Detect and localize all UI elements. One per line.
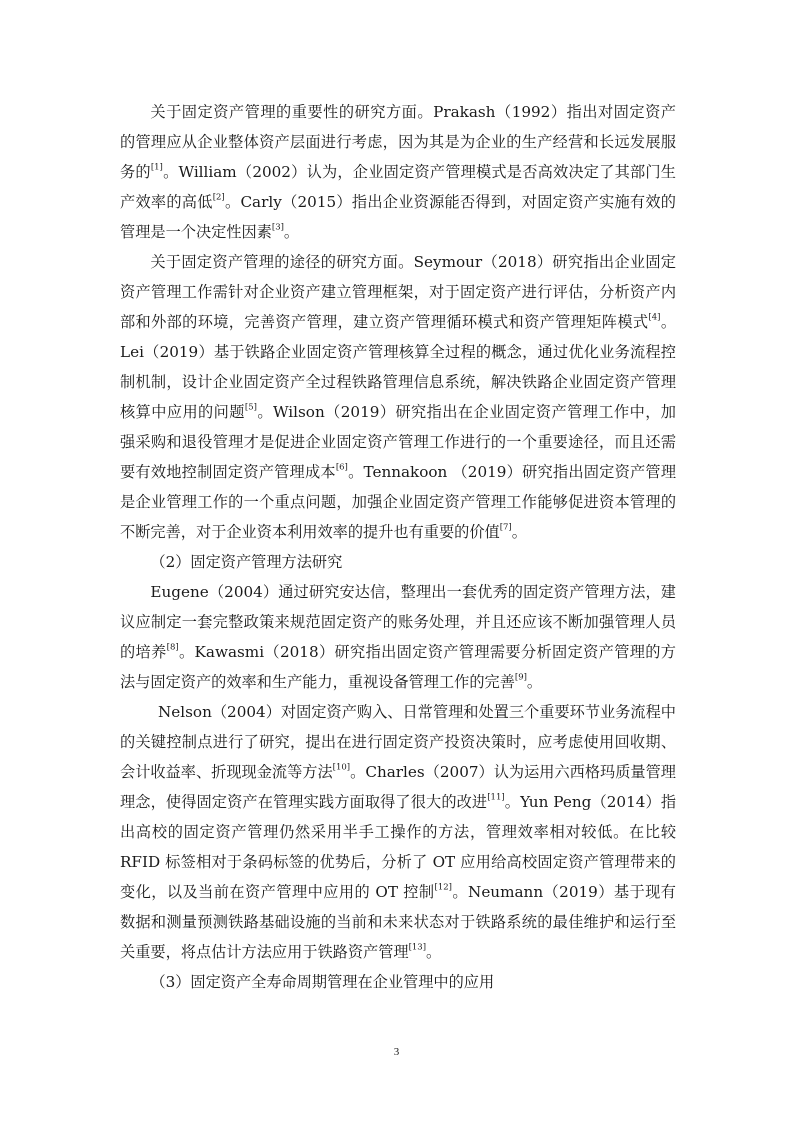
text-segment: 。Kawasmi（2018）研究指出固定资产管理需要分析固定资产管理的方法与固定资产的效率和生产能力，重视设备管理工作的完善 <box>120 643 676 691</box>
citation-ref: [10] <box>332 762 351 773</box>
page-number: 3 <box>393 1046 400 1058</box>
text-segment: 。 <box>526 673 543 691</box>
document-body <box>120 97 676 997</box>
citation-ref: [11] <box>487 792 505 803</box>
text-segment: Eugene（2004）通过研究安达信，整理出一套优秀的固定资产管理方法，建议应制定一套完整政策来规范固定资产的账务处理，并且还应该不断加强管理人员的培养 <box>120 583 676 661</box>
paragraph-methods <box>120 577 676 697</box>
section-heading-lifecycle: （3）固定资产全寿命周期管理在企业管理中的应用 <box>150 973 495 991</box>
citation-ref: [3] <box>271 222 284 233</box>
text-segment: 。Charles（2007）认为运用六西格玛质量管理理念，使得固定资产在管理实践方面取得了很大的改进 <box>120 763 676 811</box>
text-segment: 。William（2002）认为，企业固定资产管理模式是否高效决定了其部门生产效率的高低 <box>120 163 676 211</box>
text-segment: 。 <box>283 223 300 241</box>
text-segment: Nelson（2004）对固定资产购入、日常管理和处置三个重要环节业务流程中的关键控制点进行了研究，提出在进行固定资产投资决策时，应考虑使用回收期、会计收益率、折现现金流等方法 <box>120 703 676 781</box>
text-segment: 。Lei（2019）基于铁路企业固定资产管理核算全过程的概念，通过优化业务流程控制机制，设计企业固定资产全过程铁路管理信息系统，解决铁路企业固定资产管理核算中应用的问题 <box>120 313 677 421</box>
paragraph-approaches <box>120 247 676 547</box>
paragraph-processes <box>120 697 676 967</box>
text-segment: 。 <box>511 523 527 541</box>
section-heading-methods: （2）固定资产管理方法研究 <box>150 553 343 571</box>
text-segment: 关于固定资产管理的重要性的研究方面。Prakash（1992）指出对固定资产的管理应从企业整体资产层面进行考虑，因为其是为企业的生产经营和长远发展服务的 <box>120 103 676 181</box>
citation-ref: [12] <box>434 882 452 893</box>
text-segment: 。 <box>426 943 442 961</box>
text-segment: 。Neumann（2019）基于现有数据和测量预测铁路基础设施的当前和未来状态对于铁路系统的最佳维护和运行至关重要，将点估计方法应用于铁路资产管理 <box>120 883 676 961</box>
text-segment: 。Carly（2015）指出企业资源能否得到，对固定资产实施有效的管理是一个决定性因素 <box>120 193 676 241</box>
citation-ref: [2] <box>212 192 225 203</box>
citation-ref: [5] <box>244 402 257 413</box>
citation-ref: [9] <box>514 672 527 683</box>
citation-ref: [6] <box>335 462 348 473</box>
citation-ref: [7] <box>499 522 512 533</box>
text-segment: 。Yun Peng（2014）指出高校的固定资产管理仍然采用半手工操作的方法，管理效率相对较低。在比较 RFID 标签相对于条码标签的优势后，分析了 OT 应用给高校固定资产管理带来的变化，以及当前在资产管理中应用的 OT 控制 <box>120 793 677 901</box>
citation-ref: [1] <box>150 162 163 173</box>
text-segment: 。Tennakoon （2019）研究指出固定资产管理是企业管理工作的一个重点问题，加强企业固定资产管理工作能够促进资本管理的不断完善，对于企业资本利用效率的提升也有重要的价值 <box>120 463 677 541</box>
citation-ref: [13] <box>408 942 427 953</box>
text-segment: 关于固定资产管理的途径的研究方面。Seymour（2018）研究指出企业固定资产管理工作需针对企业资产建立管理框架，对于固定资产进行评估，分析资产内部和外部的环境，完善资产管理，建立资产管理循环模式和资产管理矩阵模式 <box>120 253 676 331</box>
paragraph-importance <box>120 97 676 247</box>
text-segment: 。Wilson（2019）研究指出在企业固定资产管理工作中，加强采购和退役管理才是促进企业固定资产管理工作进行的一个重要途径，而且还需要有效地控制固定资产管理成本 <box>120 403 676 481</box>
citation-ref: [8] <box>166 642 179 653</box>
citation-ref: [4] <box>648 312 661 323</box>
